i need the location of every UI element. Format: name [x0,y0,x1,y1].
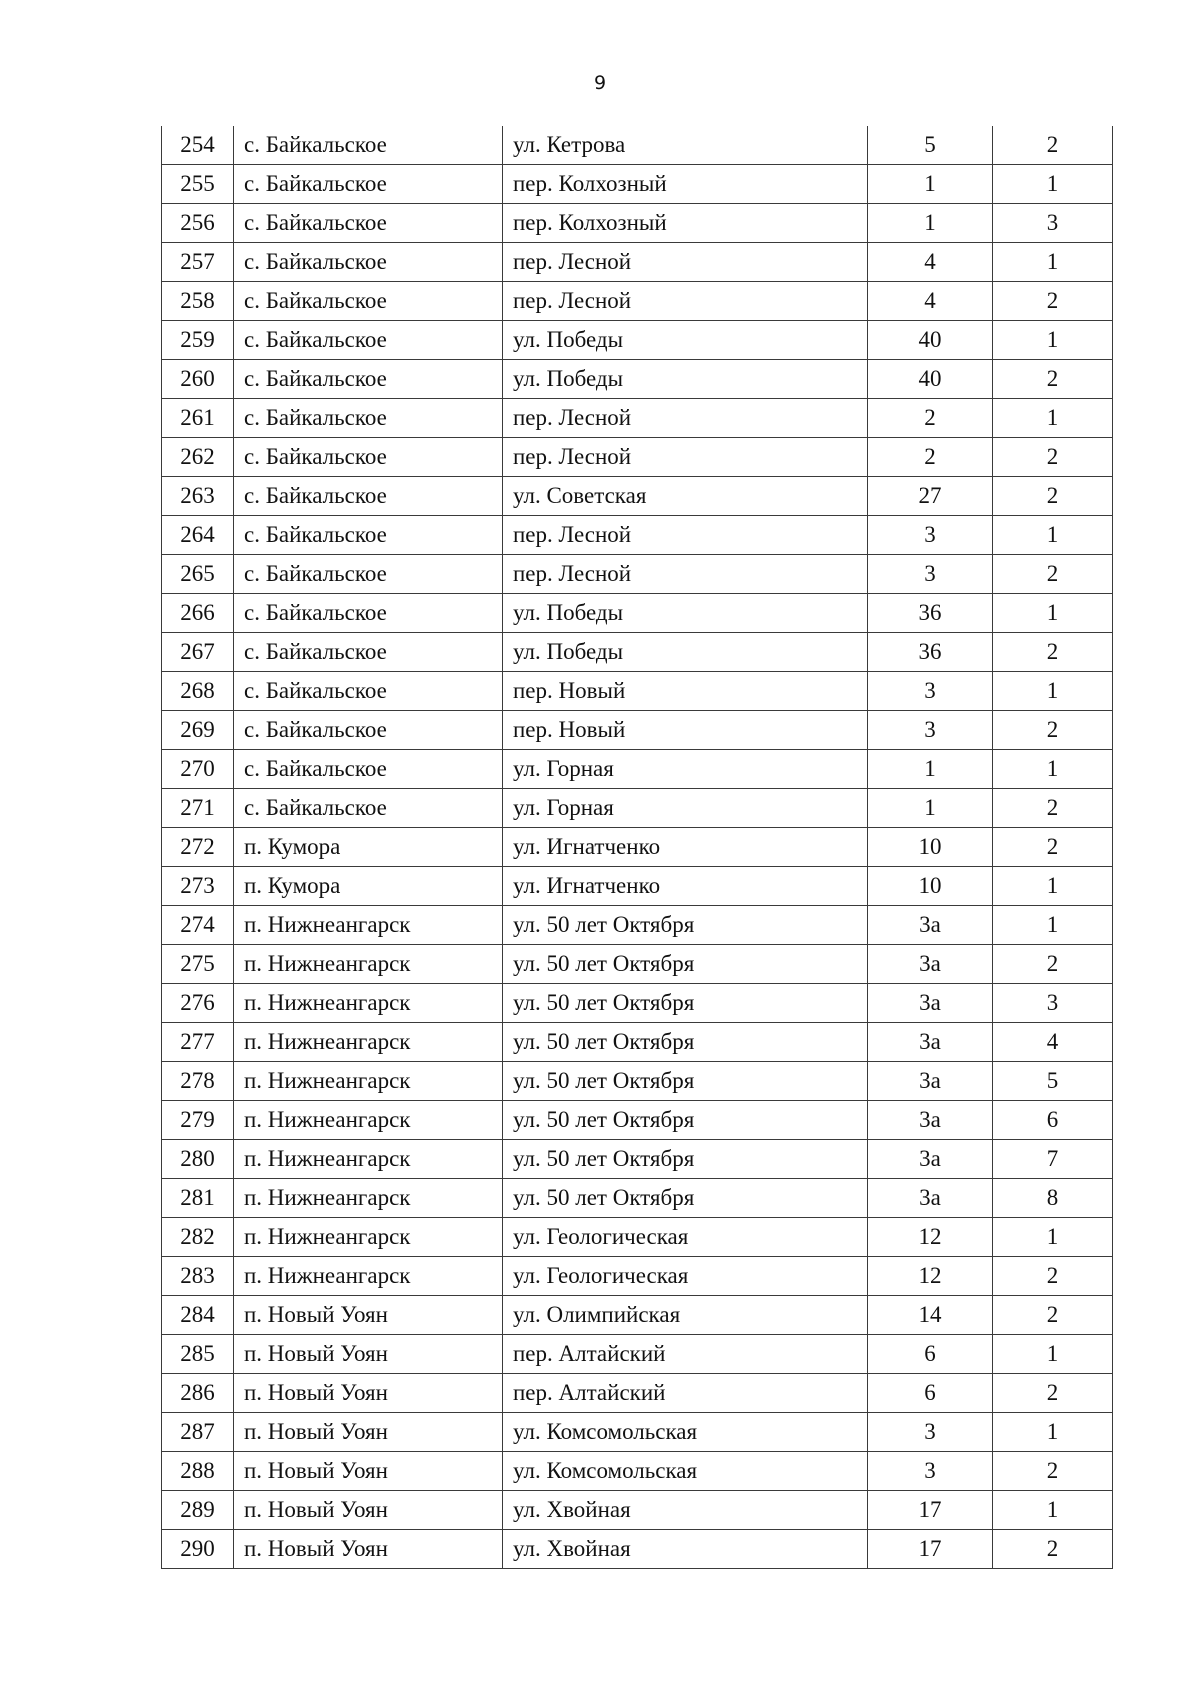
cell-house-number: 6 [868,1374,993,1413]
cell-house-number: 2 [868,438,993,477]
cell-apartment-number: 8 [993,1179,1113,1218]
cell-apartment-number: 1 [993,594,1113,633]
cell-apartment-number: 1 [993,750,1113,789]
cell-apartment-number: 1 [993,1413,1113,1452]
cell-apartment-number: 2 [993,1530,1113,1569]
cell-apartment-number: 2 [993,1452,1113,1491]
cell-house-number: 10 [868,867,993,906]
cell-street: пер. Лесной [503,438,868,477]
cell-number: 262 [162,438,234,477]
cell-house-number: 3а [868,906,993,945]
cell-number: 263 [162,477,234,516]
cell-house-number: 3 [868,672,993,711]
table-row [162,321,1113,360]
table-row [162,1374,1113,1413]
cell-street: ул. Горная [503,750,868,789]
cell-number: 258 [162,282,234,321]
cell-settlement: п. Новый Уоян [234,1530,503,1569]
table-row [162,1101,1113,1140]
cell-street: ул. 50 лет Октября [503,1023,868,1062]
cell-number: 265 [162,555,234,594]
cell-apartment-number: 1 [993,672,1113,711]
cell-street: пер. Алтайский [503,1374,868,1413]
cell-number: 259 [162,321,234,360]
cell-settlement: п. Кумора [234,867,503,906]
table-row [162,1530,1113,1569]
cell-street: пер. Новый [503,672,868,711]
cell-apartment-number: 2 [993,789,1113,828]
cell-apartment-number: 2 [993,633,1113,672]
cell-number: 254 [162,126,234,165]
table-row [162,360,1113,399]
cell-street: ул. 50 лет Октября [503,906,868,945]
cell-settlement: п. Нижнеангарск [234,1179,503,1218]
table-row [162,1452,1113,1491]
cell-house-number: 3 [868,1452,993,1491]
cell-apartment-number: 1 [993,243,1113,282]
cell-apartment-number: 2 [993,1257,1113,1296]
table-row [162,867,1113,906]
cell-house-number: 1 [868,789,993,828]
cell-number: 269 [162,711,234,750]
cell-street: пер. Лесной [503,243,868,282]
cell-settlement: п. Новый Уоян [234,1452,503,1491]
cell-street: ул. Комсомольская [503,1413,868,1452]
address-table [161,126,1113,1569]
cell-street: пер. Лесной [503,516,868,555]
cell-settlement: с. Байкальское [234,438,503,477]
cell-number: 286 [162,1374,234,1413]
cell-street: пер. Алтайский [503,1335,868,1374]
cell-street: ул. Хвойная [503,1530,868,1569]
cell-apartment-number: 2 [993,438,1113,477]
cell-settlement: с. Байкальское [234,789,503,828]
cell-number: 268 [162,672,234,711]
table-row [162,750,1113,789]
cell-number: 260 [162,360,234,399]
cell-street: пер. Новый [503,711,868,750]
cell-number: 267 [162,633,234,672]
cell-house-number: 12 [868,1257,993,1296]
table-row [162,516,1113,555]
cell-apartment-number: 4 [993,1023,1113,1062]
cell-house-number: 3а [868,1179,993,1218]
cell-number: 256 [162,204,234,243]
cell-number: 273 [162,867,234,906]
table-row [162,438,1113,477]
cell-settlement: с. Байкальское [234,750,503,789]
cell-apartment-number: 2 [993,711,1113,750]
cell-street: ул. Комсомольская [503,1452,868,1491]
cell-apartment-number: 3 [993,984,1113,1023]
cell-number: 282 [162,1218,234,1257]
cell-number: 290 [162,1530,234,1569]
table-row [162,594,1113,633]
table-row [162,945,1113,984]
table-row [162,1413,1113,1452]
cell-number: 270 [162,750,234,789]
cell-number: 274 [162,906,234,945]
cell-settlement: п. Нижнеангарск [234,1023,503,1062]
cell-street: ул. Советская [503,477,868,516]
cell-house-number: 27 [868,477,993,516]
cell-apartment-number: 2 [993,945,1113,984]
cell-number: 257 [162,243,234,282]
cell-settlement: п. Новый Уоян [234,1374,503,1413]
cell-settlement: п. Нижнеангарск [234,945,503,984]
cell-street: ул. 50 лет Октября [503,1179,868,1218]
table-row [162,1218,1113,1257]
cell-apartment-number: 3 [993,204,1113,243]
cell-street: ул. 50 лет Октября [503,1101,868,1140]
cell-house-number: 40 [868,360,993,399]
cell-settlement: с. Байкальское [234,555,503,594]
table-row [162,828,1113,867]
cell-apartment-number: 1 [993,1218,1113,1257]
table-row [162,399,1113,438]
cell-house-number: 3а [868,984,993,1023]
cell-number: 281 [162,1179,234,1218]
cell-house-number: 3а [868,945,993,984]
cell-settlement: с. Байкальское [234,321,503,360]
cell-house-number: 40 [868,321,993,360]
cell-number: 279 [162,1101,234,1140]
table-row [162,477,1113,516]
cell-settlement: п. Новый Уоян [234,1296,503,1335]
cell-apartment-number: 1 [993,1491,1113,1530]
cell-street: ул. Игнатченко [503,867,868,906]
table-row [162,1023,1113,1062]
cell-house-number: 3а [868,1023,993,1062]
cell-house-number: 14 [868,1296,993,1335]
cell-street: пер. Лесной [503,399,868,438]
cell-house-number: 17 [868,1530,993,1569]
cell-number: 266 [162,594,234,633]
cell-street: ул. Геологическая [503,1257,868,1296]
cell-apartment-number: 2 [993,282,1113,321]
cell-settlement: с. Байкальское [234,672,503,711]
table-row [162,1296,1113,1335]
cell-street: ул. Геологическая [503,1218,868,1257]
cell-number: 276 [162,984,234,1023]
cell-street: ул. Кетрова [503,126,868,165]
cell-house-number: 17 [868,1491,993,1530]
cell-apartment-number: 7 [993,1140,1113,1179]
cell-street: пер. Лесной [503,282,868,321]
cell-settlement: п. Кумора [234,828,503,867]
cell-number: 271 [162,789,234,828]
table-row [162,204,1113,243]
cell-street: ул. Горная [503,789,868,828]
table-row [162,243,1113,282]
cell-apartment-number: 2 [993,1374,1113,1413]
table-row [162,282,1113,321]
table-row [162,165,1113,204]
cell-apartment-number: 1 [993,906,1113,945]
cell-settlement: п. Нижнеангарск [234,1062,503,1101]
cell-number: 289 [162,1491,234,1530]
cell-settlement: п. Нижнеангарск [234,1218,503,1257]
cell-apartment-number: 1 [993,516,1113,555]
cell-apartment-number: 1 [993,165,1113,204]
cell-settlement: с. Байкальское [234,516,503,555]
cell-number: 277 [162,1023,234,1062]
cell-apartment-number: 1 [993,1335,1113,1374]
cell-house-number: 10 [868,828,993,867]
table-body [162,126,1113,1569]
table-row [162,555,1113,594]
cell-settlement: с. Байкальское [234,594,503,633]
cell-street: ул. Победы [503,633,868,672]
cell-street: ул. 50 лет Октября [503,1062,868,1101]
cell-number: 285 [162,1335,234,1374]
cell-number: 278 [162,1062,234,1101]
table-row [162,906,1113,945]
cell-number: 284 [162,1296,234,1335]
cell-number: 280 [162,1140,234,1179]
cell-apartment-number: 2 [993,477,1113,516]
table-row [162,984,1113,1023]
cell-settlement: с. Байкальское [234,282,503,321]
cell-street: ул. Олимпийская [503,1296,868,1335]
cell-street: ул. Победы [503,321,868,360]
cell-settlement: с. Байкальское [234,399,503,438]
cell-apartment-number: 2 [993,555,1113,594]
cell-house-number: 12 [868,1218,993,1257]
cell-apartment-number: 2 [993,126,1113,165]
cell-apartment-number: 2 [993,828,1113,867]
cell-street: ул. Игнатченко [503,828,868,867]
table-row [162,1491,1113,1530]
cell-apartment-number: 6 [993,1101,1113,1140]
cell-house-number: 3а [868,1101,993,1140]
cell-apartment-number: 2 [993,360,1113,399]
cell-apartment-number: 1 [993,321,1113,360]
cell-number: 275 [162,945,234,984]
cell-house-number: 3а [868,1140,993,1179]
cell-number: 288 [162,1452,234,1491]
cell-house-number: 3 [868,516,993,555]
table-row [162,711,1113,750]
cell-house-number: 3 [868,555,993,594]
cell-street: ул. 50 лет Октября [503,984,868,1023]
cell-house-number: 3 [868,711,993,750]
cell-street: ул. Хвойная [503,1491,868,1530]
table-row [162,126,1113,165]
cell-settlement: п. Новый Уоян [234,1413,503,1452]
cell-settlement: п. Новый Уоян [234,1491,503,1530]
cell-number: 283 [162,1257,234,1296]
table-row [162,1179,1113,1218]
cell-settlement: с. Байкальское [234,165,503,204]
cell-house-number: 4 [868,243,993,282]
cell-street: пер. Колхозный [503,165,868,204]
cell-settlement: п. Нижнеангарск [234,906,503,945]
table-row [162,633,1113,672]
cell-street: ул. 50 лет Октября [503,945,868,984]
cell-house-number: 3 [868,1413,993,1452]
cell-house-number: 5 [868,126,993,165]
cell-settlement: п. Нижнеангарск [234,1101,503,1140]
cell-settlement: с. Байкальское [234,243,503,282]
cell-number: 261 [162,399,234,438]
cell-settlement: с. Байкальское [234,477,503,516]
table-row [162,1140,1113,1179]
cell-number: 272 [162,828,234,867]
cell-house-number: 2 [868,399,993,438]
cell-house-number: 1 [868,204,993,243]
cell-street: ул. 50 лет Октября [503,1140,868,1179]
cell-house-number: 6 [868,1335,993,1374]
cell-settlement: с. Байкальское [234,360,503,399]
cell-house-number: 4 [868,282,993,321]
cell-house-number: 1 [868,165,993,204]
cell-house-number: 36 [868,633,993,672]
cell-house-number: 3а [868,1062,993,1101]
cell-street: ул. Победы [503,360,868,399]
table-row [162,1335,1113,1374]
cell-settlement: с. Байкальское [234,711,503,750]
cell-settlement: с. Байкальское [234,126,503,165]
cell-number: 287 [162,1413,234,1452]
cell-apartment-number: 1 [993,399,1113,438]
cell-number: 264 [162,516,234,555]
cell-settlement: п. Новый Уоян [234,1335,503,1374]
cell-settlement: п. Нижнеангарск [234,1140,503,1179]
cell-settlement: п. Нижнеангарск [234,1257,503,1296]
cell-house-number: 1 [868,750,993,789]
table-row [162,672,1113,711]
cell-settlement: п. Нижнеангарск [234,984,503,1023]
cell-number: 255 [162,165,234,204]
cell-apartment-number: 2 [993,1296,1113,1335]
table-row [162,1257,1113,1296]
cell-settlement: с. Байкальское [234,204,503,243]
cell-settlement: с. Байкальское [234,633,503,672]
table-row [162,789,1113,828]
cell-street: пер. Лесной [503,555,868,594]
cell-street: пер. Колхозный [503,204,868,243]
cell-apartment-number: 5 [993,1062,1113,1101]
table-row [162,1062,1113,1101]
cell-apartment-number: 1 [993,867,1113,906]
page-number: 9 [593,72,607,94]
cell-street: ул. Победы [503,594,868,633]
cell-house-number: 36 [868,594,993,633]
